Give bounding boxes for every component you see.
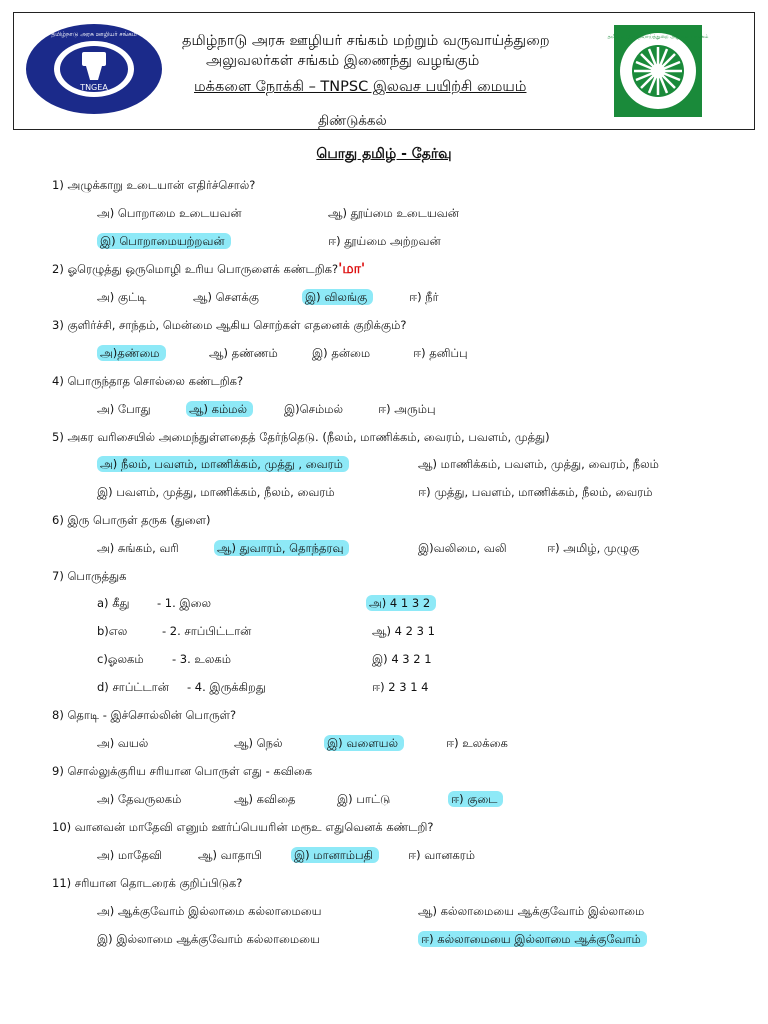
q1-option-b: ஆ) தூய்மை உடையவன் xyxy=(328,206,459,220)
question-2: 2) ஓரெழுத்து ஒருமொழி உரிய பொருளைக் கண்டறிக? xyxy=(52,262,339,276)
q3-option-b: ஆ) தண்ணம் xyxy=(209,346,278,360)
q7-left-a: a) கீது xyxy=(97,596,130,610)
header-line-3: மக்களை நோக்கி – TNPSC இலவச பயிற்சி மையம் xyxy=(194,79,527,95)
q8-option-a: அ) வயல் xyxy=(97,736,149,750)
q7-middle-2: - 2. சாப்பிட்டான் xyxy=(162,624,252,638)
q1-option-c: இ) பொறாமையற்றவன் xyxy=(97,233,231,249)
q2-option-b: ஆ) செளக்கு xyxy=(193,290,259,304)
question-11: 11) சரியான தொடரைக் குறிப்பிடுக? xyxy=(52,876,243,890)
q2-option-a: அ) குட்டி xyxy=(97,290,147,304)
q6-option-d: ஈ) அமிழ், முழுகு xyxy=(547,541,640,555)
logo-left-text: TNGEA xyxy=(80,83,108,92)
question-1: 1) அழுக்காறு உடையான் எதிர்ச்சொல்? xyxy=(52,178,256,192)
q4-option-b: ஆ) கம்மல் xyxy=(186,401,253,417)
q9-option-b: ஆ) கவிதை xyxy=(234,792,296,806)
q3-option-a: அ)தண்மை xyxy=(97,345,166,361)
q11-option-b: ஆ) கல்லாமையை ஆக்குவோம் இல்லாமை xyxy=(418,904,645,918)
q8-option-d: ஈ) உலக்கை xyxy=(446,736,508,750)
q5-option-b: ஆ) மாணிக்கம், பவளம், முத்து, வைரம், நீலம் xyxy=(418,457,659,471)
q6-option-b: ஆ) துவாரம், தொந்தரவு xyxy=(214,540,349,556)
q2-note: 'மா' xyxy=(338,261,366,277)
header-line-4: திண்டுக்கல் xyxy=(318,113,387,129)
q5-option-d: ஈ) முத்து, பவளம், மாணிக்கம், நீலம், வைரம் xyxy=(418,485,653,499)
question-3: 3) குளிர்ச்சி, சாந்தம், மென்மை ஆகிய சொற்கள் எதனைக் குறிக்கும்? xyxy=(52,318,407,332)
q2-option-c: இ) விலங்கு xyxy=(302,289,373,305)
q1-option-d: ஈ) தூய்மை அற்றவன் xyxy=(328,234,441,248)
q11-option-d: ஈ) கல்லாமையை இல்லாமை ஆக்குவோம் xyxy=(418,931,647,947)
tngea-logo xyxy=(24,22,164,117)
logo-right-arc: தமிழ்நாடு வருவாய்த்துறை அலுவலர் சங்கம் xyxy=(607,34,709,40)
q6-option-c: இ)வலிமை, வலி xyxy=(418,541,507,555)
question-9: 9) சொல்லுக்குரிய சரியான பொருள் எது - கவிகை xyxy=(52,764,313,778)
q7-option-a: அ) 4 1 3 2 xyxy=(366,595,436,611)
q7-middle-1: - 1. இலை xyxy=(157,596,212,610)
q9-option-a: அ) தேவருலகம் xyxy=(97,792,182,806)
question-6: 6) இரு பொருள் தருக (துளை) xyxy=(52,513,211,527)
q7-middle-3: - 3. உலகம் xyxy=(172,652,232,666)
q10-option-c: இ) மானாம்பதி xyxy=(291,847,379,863)
q7-middle-4: - 4. இருக்கிறது xyxy=(187,680,266,694)
header-line-2: அலுவலர்கள் சங்கம் இணைந்து வழங்கும் xyxy=(206,53,480,69)
question-4: 4) பொருந்தாத சொல்லை கண்டறிக? xyxy=(52,374,244,388)
q7-left-d: d) சாப்ட்டான் xyxy=(97,680,169,694)
question-5: 5) அகர வரிசையில் அமைந்துள்ளதைத் தேர்ந்தெடு. (நீலம், மாணிக்கம், வைரம், பவளம், முத்து) xyxy=(52,430,550,444)
q7-option-c: இ) 4 3 2 1 xyxy=(372,652,432,666)
q10-option-a: அ) மாதேவி xyxy=(97,848,162,862)
q11-option-c: இ) இல்லாமை ஆக்குவோம் கல்லாமையை xyxy=(97,932,320,946)
q1-option-a: அ) பொறாமை உடையவன் xyxy=(97,206,242,220)
question-10: 10) வானவன் மாதேவி எனும் ஊர்ப்பெயரின் மரூஉ எதுவெனக் கண்டறி? xyxy=(52,820,434,834)
q3-option-d: ஈ) தனிப்பு xyxy=(413,346,468,360)
q7-left-b: b)எல xyxy=(97,624,128,638)
q9-option-c: இ) பாட்டு xyxy=(337,792,391,806)
q4-option-c: இ)செம்மல் xyxy=(284,402,344,416)
q10-option-b: ஆ) வாதாபி xyxy=(198,848,262,862)
q6-option-a: அ) சுங்கம், வரி xyxy=(97,541,179,555)
revenue-association-logo xyxy=(607,25,709,117)
q7-option-d: ஈ) 2 3 1 4 xyxy=(372,680,429,694)
q2-option-d: ஈ) நீர் xyxy=(409,290,439,304)
q8-option-b: ஆ) நெல் xyxy=(234,736,283,750)
question-7: 7) பொருத்துக xyxy=(52,569,127,583)
q4-option-a: அ) போது xyxy=(97,402,151,416)
question-8: 8) தொடி - இச்சொல்லின் பொருள்? xyxy=(52,708,237,722)
q3-option-c: இ) தன்மை xyxy=(312,346,371,360)
q7-option-b: ஆ) 4 2 3 1 xyxy=(372,624,435,638)
q4-option-d: ஈ) அரும்பு xyxy=(378,402,436,416)
page-title: பொது தமிழ் - தேர்வு xyxy=(316,146,452,162)
q10-option-d: ஈ) வானகரம் xyxy=(408,848,475,862)
header-line-1: தமிழ்நாடு அரசு ஊழியர் சங்கம் மற்றும் வருவாய்த்துறை xyxy=(182,33,550,49)
header-box xyxy=(13,12,755,130)
q11-option-a: அ) ஆக்குவோம் இல்லாமை கல்லாமையை xyxy=(97,904,322,918)
logo-left-arc: தமிழ்நாடு அரசு ஊழியர் சங்கம் xyxy=(51,31,137,38)
q5-option-a: அ) நீலம், பவளம், மாணிக்கம், முத்து , வைரம் xyxy=(97,456,349,472)
q7-left-c: c)ஓலகம் xyxy=(97,652,144,666)
q8-option-c: இ) வளையல் xyxy=(324,735,404,751)
q9-option-d: ஈ) குடை xyxy=(448,791,503,807)
q5-option-c: இ) பவளம், முத்து, மாணிக்கம், நீலம், வைரம் xyxy=(97,485,335,499)
